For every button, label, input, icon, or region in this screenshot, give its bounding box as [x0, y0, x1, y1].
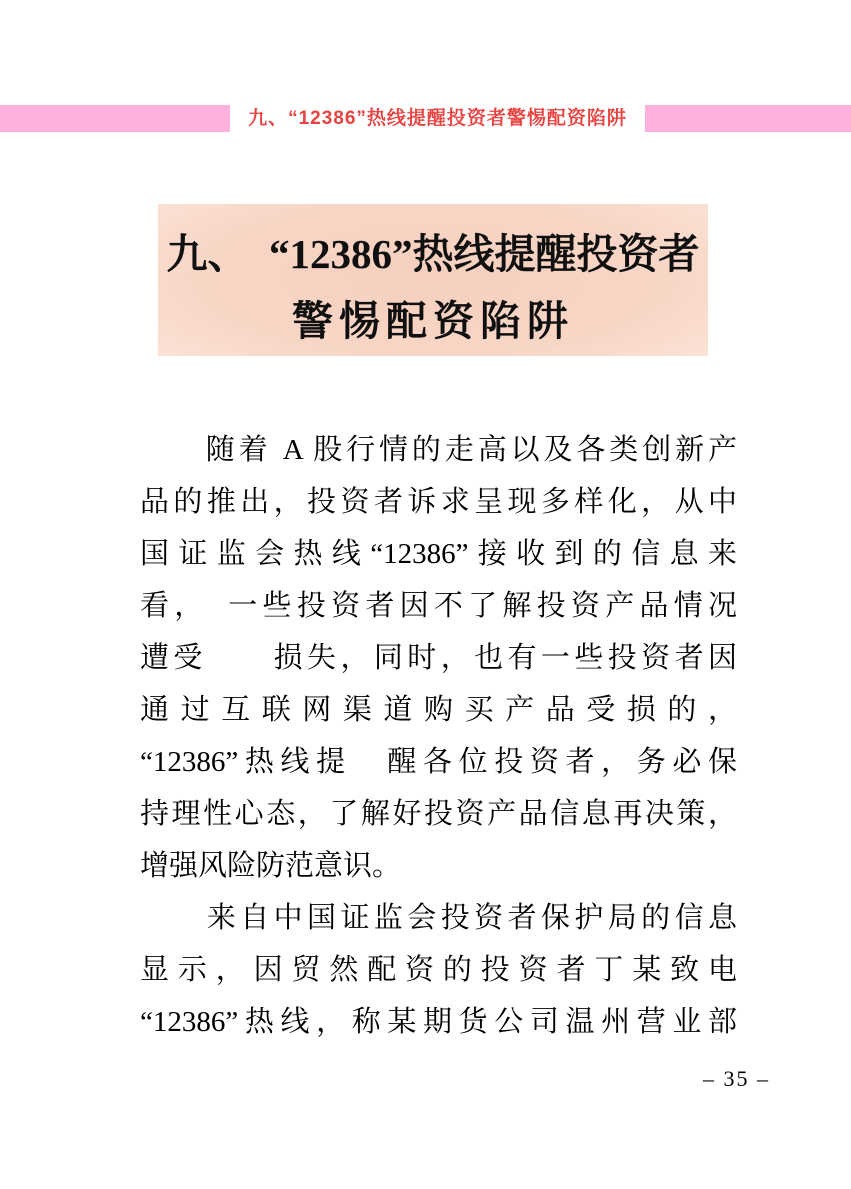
body-line: 看， 一些投资者因不了解投资产品情况 — [140, 590, 737, 622]
paragraph-1 — [140, 424, 737, 892]
body-line: 国证监会热线“12386”接收到的信息来 — [140, 538, 737, 570]
chapter-title-block — [158, 204, 708, 356]
header-rule-left — [0, 105, 230, 132]
body-line: 持理性心态，了解好投资产品信息再决策， — [140, 798, 737, 830]
body-line: 通过互联网渠道购买产品受损的， — [140, 694, 737, 726]
body-line: 品的推出，投资者诉求呈现多样化，从中 — [140, 486, 737, 518]
page-header — [0, 105, 851, 132]
body-line: 显示，因贸然配资的投资者丁某致电 — [140, 954, 737, 986]
body-line: 遭受 损失，同时，也有一些投资者因 — [140, 642, 737, 674]
body-text — [140, 424, 737, 1048]
running-header-title: 九、“12386”热线提醒投资者警惕配资陷阱 — [248, 108, 627, 129]
body-line: 随着 A 股行情的走高以及各类创新产 — [140, 434, 737, 466]
chapter-title-line-2: 警惕配资陷阱 — [292, 298, 574, 345]
header-rule-right — [645, 105, 851, 132]
body-line: “12386”热线提 醒各位投资者，务必保 — [140, 746, 737, 778]
body-line: 增强风险防范意识。 — [140, 850, 402, 882]
chapter-title-line-1: 九、 “12386”热线提醒投资者 — [166, 231, 700, 277]
body-line: “12386”热线，称某期货公司温州营业部 — [140, 1006, 737, 1038]
paragraph-2 — [140, 892, 737, 1048]
page-number: – 35 – — [703, 1066, 770, 1091]
body-line: 来自中国证监会投资者保护局的信息 — [140, 902, 737, 934]
